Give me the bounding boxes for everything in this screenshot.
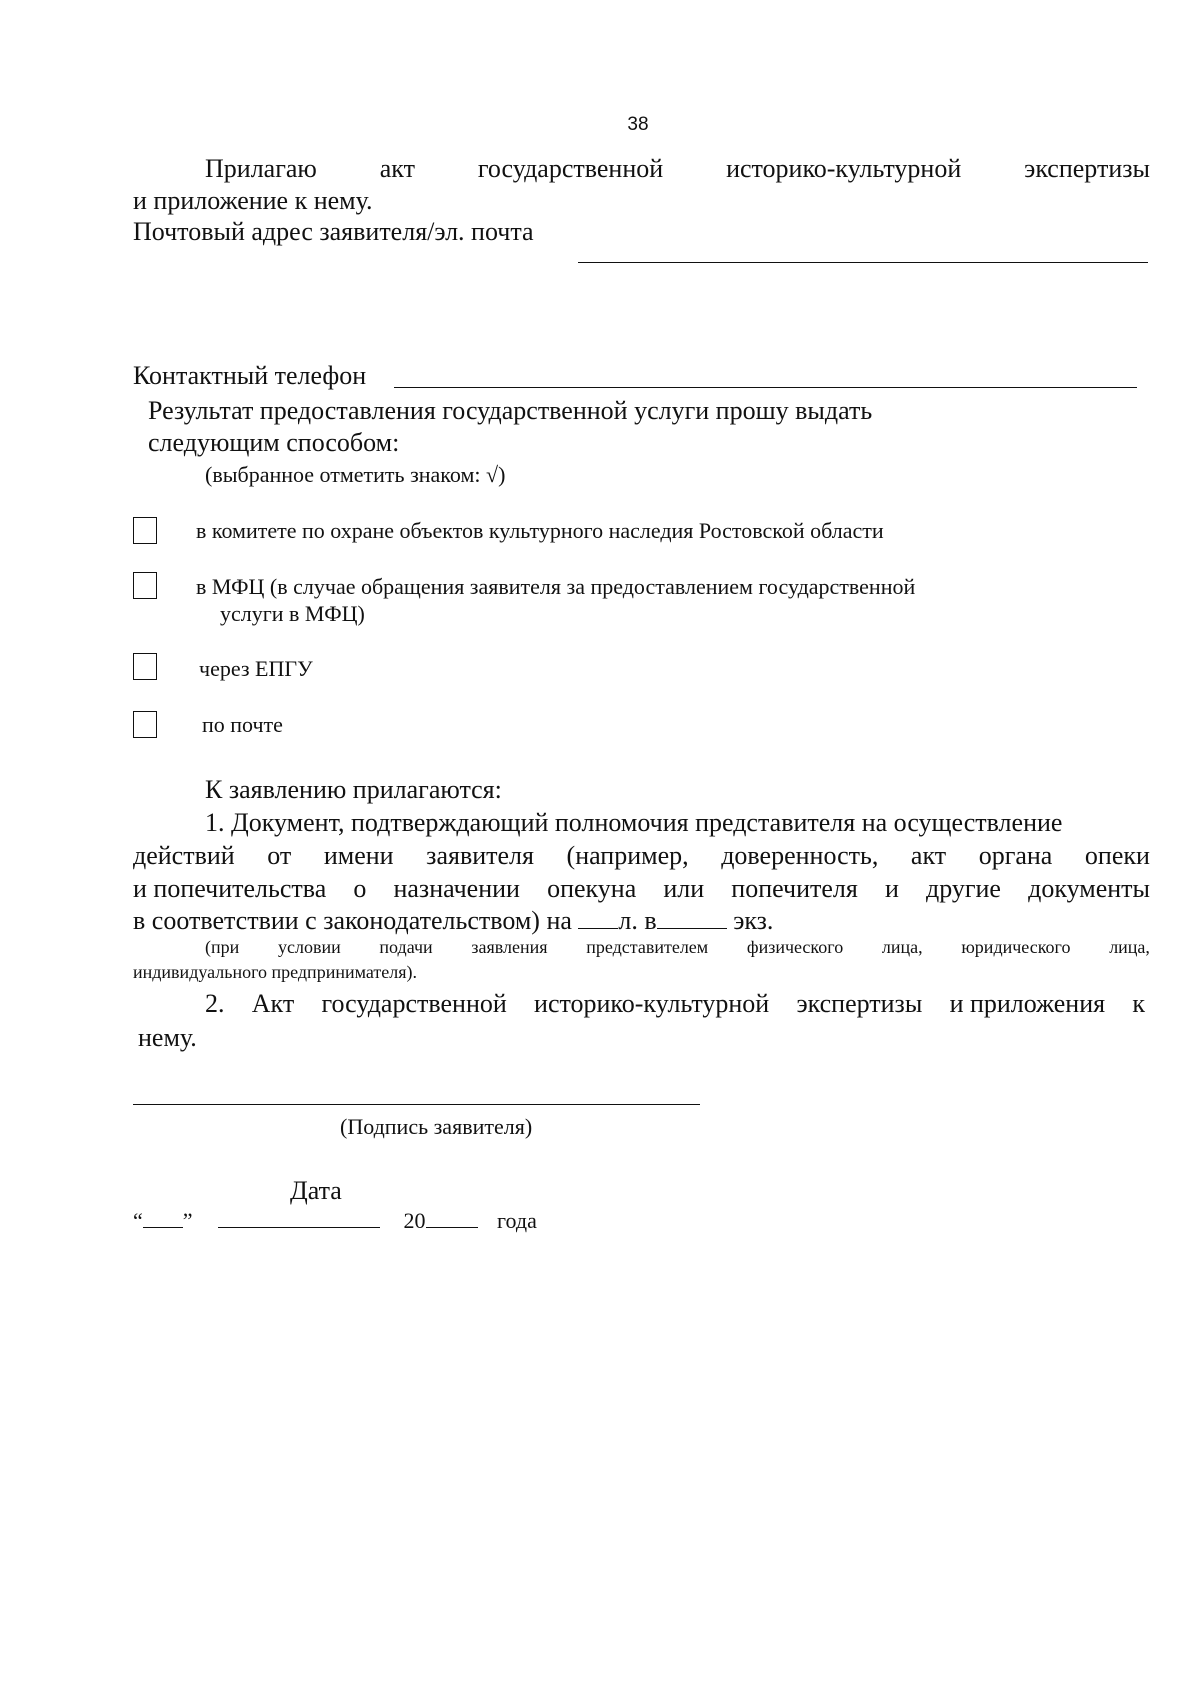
attachment-1-line-3-word: о	[353, 874, 367, 903]
attachment-2-line-2: нему.	[138, 1023, 197, 1052]
attachment-1-line-3-word: попечителя	[731, 874, 858, 903]
intro-word: экспертизы	[1024, 154, 1150, 183]
attachment-1-note-word: подачи	[379, 937, 433, 957]
close-quote: ”	[182, 1208, 193, 1233]
month-field[interactable]	[218, 1227, 380, 1228]
attachment-1-line-2-word: действий	[133, 841, 235, 870]
copies-label: экз.	[733, 906, 774, 935]
intro-word: государственной	[477, 154, 664, 183]
attachment-1-line-2-word: органа	[978, 841, 1053, 870]
sheets-label: л. в	[618, 906, 657, 935]
day-field[interactable]	[143, 1227, 183, 1228]
option-epgu-checkbox[interactable]	[133, 653, 157, 680]
signature-field[interactable]	[133, 1104, 700, 1105]
attachment-2-line-1-word: историко-культурной	[534, 989, 770, 1018]
date-row	[133, 1208, 537, 1234]
attachment-1-line-2-word: заявителя	[426, 841, 534, 870]
attachment-1-note-word: лица,	[881, 937, 923, 957]
attachment-1-line-2-word: от	[267, 841, 292, 870]
page-number: 38	[627, 114, 649, 135]
attachment-1-prefix: в соответствии с законодательством) на	[133, 906, 572, 935]
attachment-1-note-word: условии	[277, 937, 341, 957]
intro-word: историко-культурной	[726, 154, 962, 183]
year-field[interactable]	[426, 1227, 478, 1228]
date-label: Дата	[290, 1176, 342, 1205]
attachment-2-line-1-word: к	[1132, 989, 1145, 1018]
intro-line-2: и приложение к нему.	[133, 186, 373, 215]
attachment-2-line-1-word: экспертизы	[796, 989, 923, 1018]
intro-line-1	[205, 154, 1150, 184]
attachment-1-note-word: заявления	[471, 937, 548, 957]
attachment-1-line-2	[133, 841, 1150, 871]
result-hint: (выбранное отметить знаком: √)	[205, 462, 506, 487]
option-epgu-label: через ЕПГУ	[199, 656, 313, 681]
attachment-1-line-4	[133, 906, 773, 936]
attachment-1-note-word: физического	[746, 937, 844, 957]
result-line-1: Результат предоставления государственной услуги прошу выдать	[148, 396, 873, 425]
attachment-1-line-2-word: доверенность,	[721, 841, 879, 870]
attachment-1-line-2-word: имени	[323, 841, 394, 870]
attachment-1-note-word: юридического	[961, 937, 1071, 957]
attachment-2-line-1-word: и приложения	[949, 989, 1106, 1018]
option-mfc-label: в МФЦ (в случае обращения заявителя за предоставлением государственной	[196, 574, 916, 599]
attachment-1-line-2-word: опеки	[1084, 841, 1150, 870]
attachment-1-line-2-word: акт	[910, 841, 947, 870]
postal-address-field[interactable]	[578, 262, 1148, 263]
attachment-1-line-1: 1. Документ, подтверждающий полномочия представителя на осуществление	[205, 808, 1063, 837]
attachment-1-line-3-word: или	[663, 874, 705, 903]
result-line-2: следующим способом:	[148, 428, 400, 457]
attachment-1-note-word: (при	[205, 937, 240, 957]
signature-caption: (Подпись заявителя)	[340, 1114, 533, 1139]
copies-count-field[interactable]	[657, 928, 727, 929]
phone-label: Контактный телефон	[133, 361, 367, 390]
attachment-1-line-3-word: и попечительства	[133, 874, 327, 903]
option-mfc-checkbox[interactable]	[133, 572, 157, 599]
option-post-checkbox[interactable]	[133, 711, 157, 738]
attachment-1-line-3-word: другие	[925, 874, 1001, 903]
attachment-2-line-1-word: 2.	[205, 989, 225, 1018]
attachments-heading: К заявлению прилагаются:	[205, 775, 502, 804]
option-post-label: по почте	[202, 712, 283, 737]
attachment-1-line-3-word: назначении	[393, 874, 520, 903]
attachment-1-note-word: представителем	[586, 937, 709, 957]
intro-word: акт	[379, 154, 415, 183]
attachment-1-line-3	[133, 874, 1150, 904]
attachment-1-line-3-word: и	[884, 874, 899, 903]
open-quote: “	[133, 1208, 143, 1233]
option-mfc-label-cont: услуги в МФЦ)	[220, 601, 365, 626]
attachment-1-line-3-word: опекуна	[547, 874, 637, 903]
attachment-2-line-1	[205, 989, 1145, 1019]
attachment-1-note-cont: индивидуального предпринимателя).	[133, 962, 417, 982]
attachment-1-note-word: лица,	[1109, 937, 1150, 957]
option-committee-label: в комитете по охране объектов культурного наследия Ростовской области	[196, 518, 884, 543]
attachment-1-note	[205, 936, 1150, 958]
attachment-1-line-2-word: (например,	[566, 841, 689, 870]
year-suffix: года	[497, 1208, 537, 1233]
attachment-2-line-1-word: государственной	[321, 989, 507, 1018]
intro-word: Прилагаю	[205, 154, 317, 183]
postal-address-label: Почтовый адрес заявителя/эл. почта	[133, 217, 534, 246]
attachment-2-line-1-word: Акт	[251, 989, 295, 1018]
year-prefix: 20	[403, 1208, 426, 1233]
phone-field[interactable]	[394, 387, 1137, 388]
option-committee-checkbox[interactable]	[133, 517, 157, 544]
sheets-count-field[interactable]	[578, 928, 618, 929]
attachment-1-line-3-word: документы	[1028, 874, 1150, 903]
